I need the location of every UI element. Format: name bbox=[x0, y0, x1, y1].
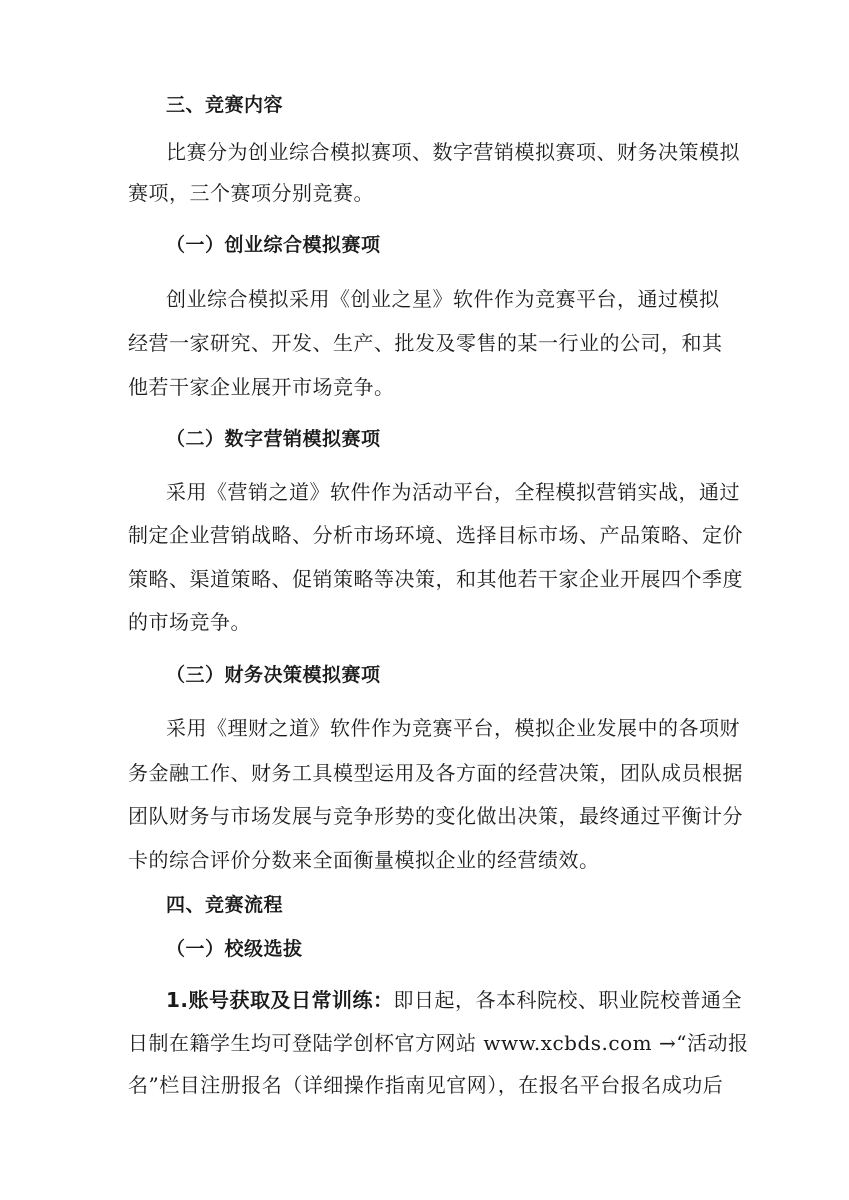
paragraph-line: 卡的综合评价分数来全面衡量模拟企业的经营绩效。 bbox=[128, 848, 600, 872]
paragraph-line: 务金融工作、财务工具模型运用及各方面的经营决策，团队成员根据 bbox=[128, 761, 743, 785]
paragraph-line: 的市场竞争。 bbox=[128, 610, 251, 634]
subheading-school-selection: （一）校级选拔 bbox=[166, 938, 303, 960]
subheading-financial-decision: （三）财务决策模拟赛项 bbox=[166, 664, 381, 686]
paragraph-line: 采用《理财之道》软件作为竞赛平台，模拟企业发展中的各项财 bbox=[166, 716, 740, 740]
item-text: 即日起，各本科院校、职业院校普通全 bbox=[393, 988, 743, 1012]
paragraph-line: 比赛分为创业综合模拟赛项、数字营销模拟赛项、财务决策模拟 bbox=[166, 140, 740, 164]
paragraph-line: 经营一家研究、开发、生产、批发及零售的某一行业的公司，和其 bbox=[128, 331, 723, 355]
paragraph-line: 日制在籍学生均可登陆学创杯官方网站 www.xcbds.com →“活动报 bbox=[128, 1031, 749, 1055]
section-heading-competition-process: 四、竞赛流程 bbox=[166, 894, 284, 916]
paragraph-line: 创业综合模拟采用《创业之星》软件作为竞赛平台，通过模拟 bbox=[166, 287, 720, 311]
paragraph-line: 策略、渠道策略、促销策略等决策，和其他若干家企业开展四个季度 bbox=[128, 567, 743, 591]
section-heading-competition-content: 三、竞赛内容 bbox=[166, 94, 284, 116]
paragraph-line: 采用《营销之道》软件作为活动平台，全程模拟营销实战，通过 bbox=[166, 480, 740, 504]
subheading-digital-marketing: （二）数字营销模拟赛项 bbox=[166, 428, 381, 450]
paragraph-line bbox=[166, 987, 742, 1013]
paragraph-line: 制定企业营销战略、分析市场环境、选择目标市场、产品策略、定价 bbox=[128, 523, 743, 547]
paragraph-line: 团队财务与市场发展与竞争形势的变化做出决策，最终通过平衡计分 bbox=[128, 804, 743, 828]
item-label: 1.账号获取及日常训练： bbox=[166, 988, 394, 1012]
paragraph-line: 名”栏目注册报名（详细操作指南见官网），在报名平台报名成功后 bbox=[128, 1073, 724, 1097]
subheading-startup-simulation: （一）创业综合模拟赛项 bbox=[166, 234, 381, 256]
paragraph-line: 赛项，三个赛项分别竞赛。 bbox=[128, 181, 374, 205]
paragraph-line: 他若干家企业展开市场竞争。 bbox=[128, 375, 395, 399]
